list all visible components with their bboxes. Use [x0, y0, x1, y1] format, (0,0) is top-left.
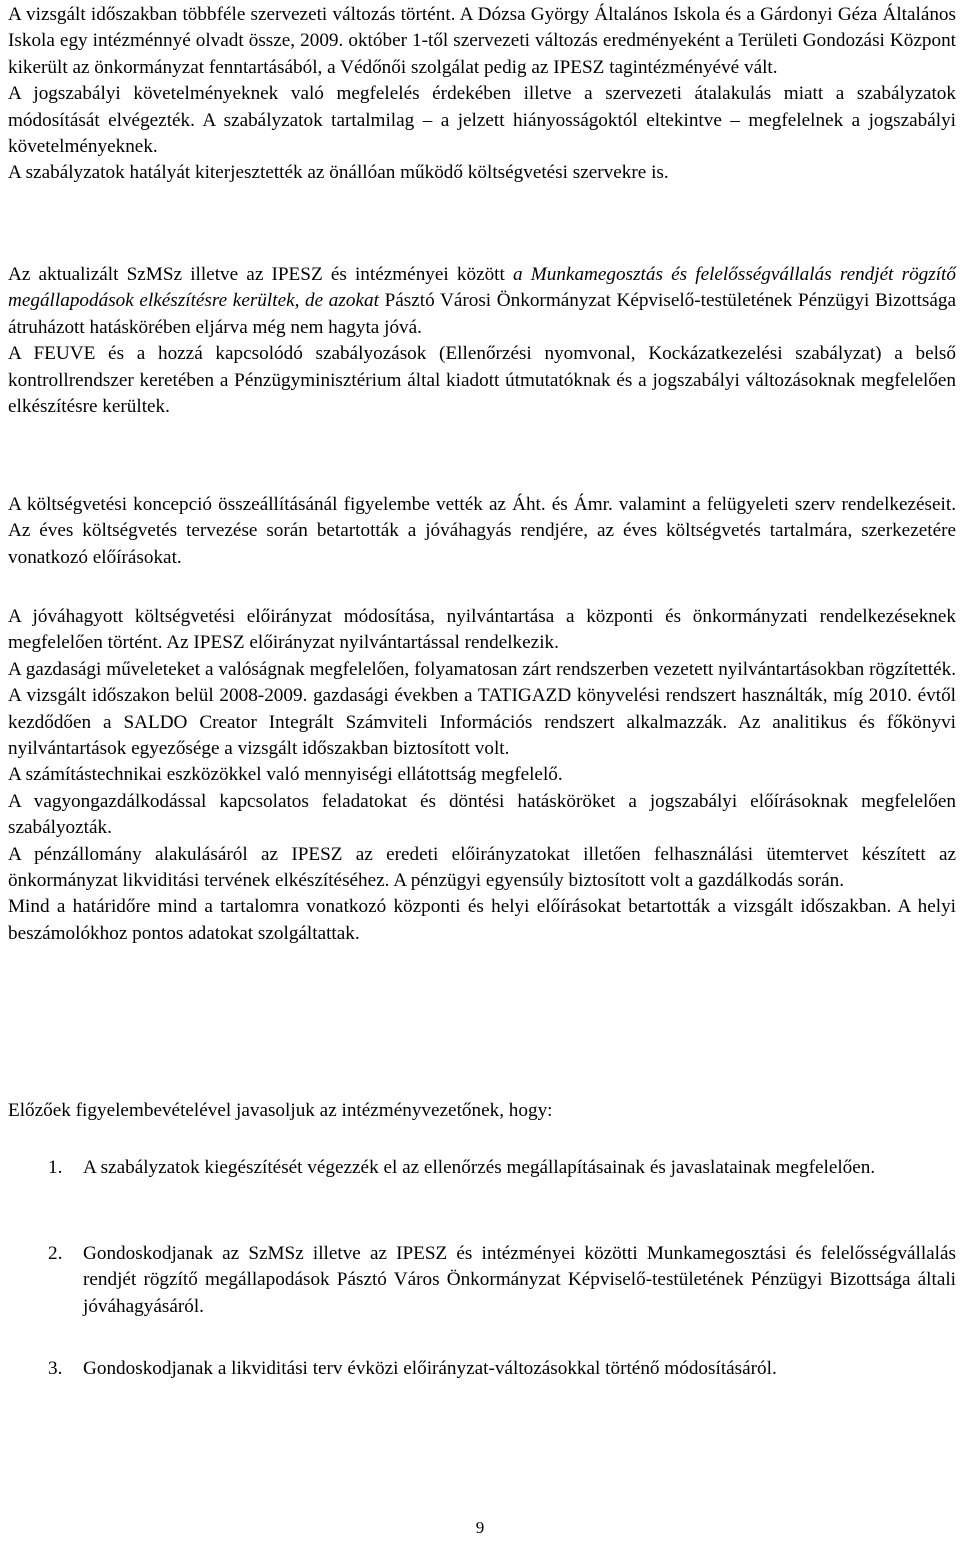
page-number: 9 [475, 1518, 485, 1537]
paragraph-recommendations-intro: Előzőek figyelembevételével javasoljuk az intézményvezetőnek, hogy: [8, 1100, 553, 1121]
recommendation-number: 1. [48, 1157, 63, 1178]
recommendation-text: Gondoskodjanak a likviditási terv évközi előirányzat-változásokkal történő módosításáról. [83, 1358, 777, 1379]
paragraph-szmsz [8, 262, 956, 341]
section-recommendations-intro [8, 1098, 956, 1124]
paragraph-regulations-update: A jogszabályi követelményeknek való megfelelés érdekében illetve a szervezeti átalakulás miatt a szabályzatok módosítását elvégezték. A szabályzatok tartalmilag – a jelzett hiányosságoktól eltekintve – megfelelnek a jogszabályi követelményeknek. [8, 83, 956, 158]
paragraph-szmsz-part-1: Az aktualizált SzMSz illetve az IPESZ és intézményei között [8, 264, 514, 285]
paragraph-cash-flow: A pénzállomány alakulásáról az IPESZ az eredeti előirányzatokat illetően felhasználási ütemtervet készített az önkormányzat likviditási tervének elkészítéséhez. A pénzügyi egyensúly biztosított volt a gazdálkodás során. [8, 843, 956, 892]
paragraph-it-equipment: A számítástechnikai eszközökkel való mennyiségi ellátottság megfelelő. [8, 764, 563, 786]
section-budget-concept [8, 492, 956, 571]
recommendation-text: Gondoskodjanak az SzMSz illetve az IPESZ és intézményei közötti Munkamegosztási és felelősségvállalás rendjét rögzítő megállapodások Pásztó Város Önkormányzat Képviselő-testületének Pénzügyi Bizottsága általi jóváhagyásáról. [83, 1243, 956, 1317]
paragraph-economic-operations: A gazdasági műveleteket a valóságnak megfelelően, folyamatosan zárt rendszerben vezetett nyilvántartásokban rögzítették. A vizsgált időszakon belül 2008-2009. gazdasági években a TATIGAZD könyvelési rendszert használták, míg 2010. évtől kezdődően a SALDO Creator Integrált Számviteli Információs rendszert alkalmazzák. Az analitikus és főkönyvi nyilvántartások egyezősége a vizsgált időszakban biztosított volt. [8, 658, 956, 760]
paragraph-regulations-scope: A szabályzatok hatályát kiterjesztették az önállóan működő költségvetési szervekre is. [8, 162, 669, 184]
section-szmsz [8, 262, 956, 420]
paragraph-budget-concept: A költségvetési koncepció összeállításánál figyelembe vették az Áht. és Ámr. valamint a felügyeleti szerv rendelkezéseit. Az éves költségvetés tervezése során betartották a jóváhagyás rendjére, az éves költségvetés tartalmára, szerkezetére vonatkozó előírásokat. [8, 494, 956, 568]
recommendation-item-2 [8, 1241, 956, 1320]
recommendation-number: 2. [48, 1243, 63, 1264]
recommendation-text: A szabályzatok kiegészítését végezzék el az ellenőrzés megállapításainak és javaslatainak megfelelően. [83, 1157, 876, 1178]
paragraph-szmsz-part-2: Pásztó Városi Önkormányzat Képviselő-testületének Pénzügyi Bizottsága átruházott hatáskörében eljárva még nem hagyta jóvá. [8, 290, 957, 338]
section-accounting [8, 604, 956, 947]
recommendation-number: 3. [48, 1358, 63, 1379]
section-organizational-changes [8, 2, 956, 187]
recommendation-item-1 [8, 1155, 956, 1181]
paragraph-feuve: A FEUVE és a hozzá kapcsolódó szabályozások (Ellenőrzési nyomvonal, Kockázatkezelési szabályzat) a belső kontrollrendszer keretében a Pénzügyminisztérium által kiadott útmutatóknak és a jogszabályi változásoknak megfelelően elkészítésre kerültek. [8, 343, 956, 418]
recommendation-item-3 [8, 1356, 956, 1382]
paragraph-reporting: Mind a határidőre mind a tartalomra vonatkozó központi és helyi előírásokat betartották a vizsgált időszakban. A helyi beszámolókhoz pontos adatokat szolgáltattak. [8, 896, 956, 944]
paragraph-organizational-changes: A vizsgált időszakban többféle szervezeti változás történt. A Dózsa György Általános Iskola és a Gárdonyi Géza Általános Iskola egy intézménnyé olvadt össze, 2009. október 1-től szervezeti változás eredményeként a Területi Gondozási Központ kikerült az önkormányzat fenntartásából, a Védőnői szolgálat pedig az IPESZ tagintézményévé vált. [8, 4, 956, 78]
paragraph-asset-management: A vagyongazdálkodással kapcsolatos feladatokat és döntési hatásköröket a jogszabályi előírásoknak megfelelően szabályozták. [8, 790, 956, 839]
paragraph-szmsz-italic: a Munkamegosztás és felelősségvállalás rendjét rögzítő megállapodások elkészítésre kerültek, de azokat [8, 264, 956, 312]
paragraph-appropriation: A jóváhagyott költségvetési előirányzat módosítása, nyilvántartása a központi és önkormányzati rendelkezéseknek megfelelően történt. Az IPESZ előirányzat nyilvántartással rendelkezik. [8, 606, 956, 654]
